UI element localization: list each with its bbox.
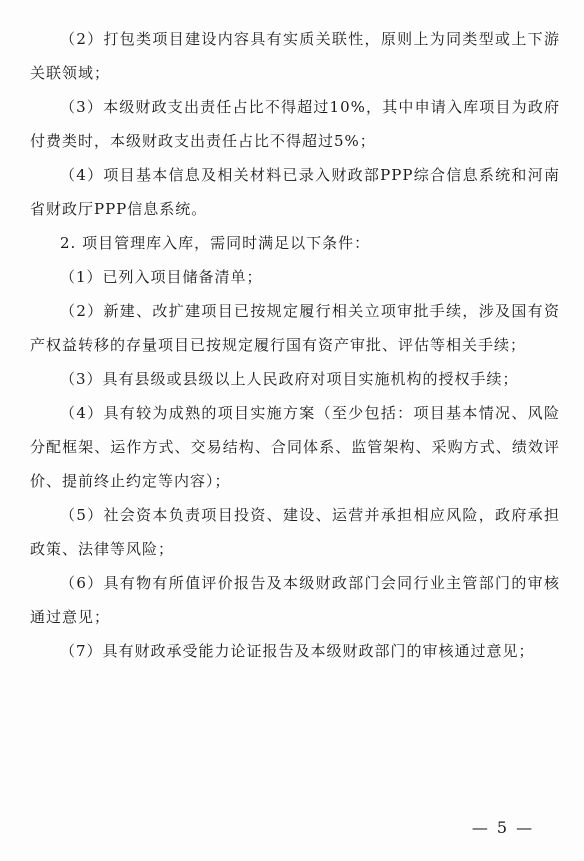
paragraph-item-3-fiscal-ratio: （3）本级财政支出责任占比不得超过10%，其中申请入库项目为政府付费类时，本级财政支出责任占比不得超过5%； <box>30 98 560 150</box>
page-number: — 5 — <box>471 818 535 837</box>
paragraph-condition-3: （3）具有县级或县级以上人民政府对项目实施机构的授权手续； <box>60 370 519 388</box>
paragraph-condition-1: （1）已列入项目储备清单； <box>60 268 263 286</box>
paragraph-item-2-bundled-projects: （2）打包类项目建设内容具有实质关联性，原则上为同类型或上下游关联领域； <box>30 30 560 82</box>
paragraph-condition-6: （6）具有物有所值评价报告及本级财政部门会同行业主管部门的审核通过意见； <box>30 574 560 626</box>
paragraph-condition-4: （4）具有较为成熟的项目实施方案（至少包括：项目基本情况、风险分配框架、运作方式、交易结构、合同体系、监管架构、采购方式、绩效评价、提前终止约定等内容）； <box>30 404 560 490</box>
section-heading-management-library: 2. 项目管理库入库，需同时满足以下条件： <box>60 234 371 252</box>
paragraph-condition-5: （5）社会资本负责项目投资、建设、运营并承担相应风险，政府承担政策、法律等风险； <box>30 506 560 558</box>
paragraph-item-4-info-system: （4）项目基本信息及相关材料已录入财政部PPP综合信息系统和河南省财政厅PPP信息系统。 <box>30 166 560 218</box>
paragraph-condition-2: （2）新建、改扩建项目已按规定履行相关立项审批手续，涉及国有资产权益转移的存量项目已按规定履行国有资产审批、评估等相关手续； <box>30 302 560 354</box>
document-body <box>30 22 560 668</box>
paragraph-condition-7: （7）具有财政承受能力论证报告及本级财政部门的审核通过意见； <box>60 642 535 660</box>
